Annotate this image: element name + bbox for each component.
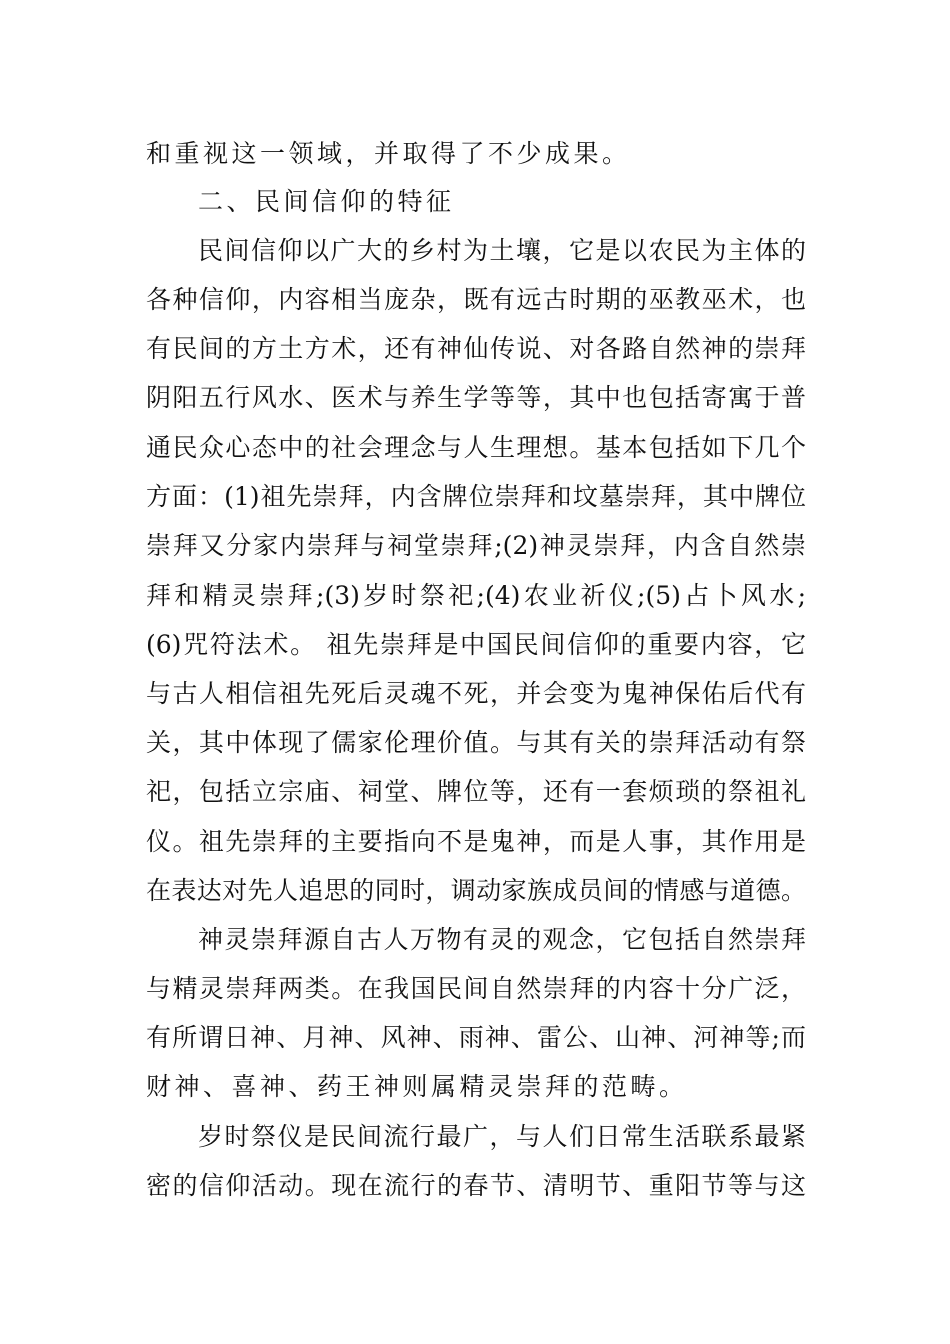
text-line: 阴阳五行风水、医术与养生学等等，其中也包括寄寓于普 bbox=[146, 383, 806, 412]
text-line: 通民众心态中的社会理念与人生理想。基本包括如下几个 bbox=[146, 433, 806, 462]
text-line: 与精灵崇拜两类。在我国民间自然崇拜的内容十分广泛， bbox=[146, 974, 806, 1003]
text-line: 关，其中体现了儒家伦理价值。与其有关的崇拜活动有祭 bbox=[146, 728, 806, 757]
section-heading: 二、民间信仰的特征 bbox=[198, 187, 455, 216]
text-line: 财神、喜神、药王神则属精灵崇拜的范畴。 bbox=[146, 1072, 688, 1101]
text-line: 民间信仰以广大的乡村为土壤，它是以农民为主体的 bbox=[198, 236, 806, 265]
text-line: 方面：(1)祖先崇拜，内含牌位崇拜和坟墓崇拜，其中牌位 bbox=[146, 482, 806, 511]
text-line: 有所谓日神、月神、风神、雨神、雷公、山神、河神等;而 bbox=[146, 1023, 806, 1052]
text-line: 仪。祖先崇拜的主要指向不是鬼神，而是人事，其作用是 bbox=[146, 827, 806, 856]
text-line: 各种信仰，内容相当庞杂，既有远古时期的巫教巫术，也 bbox=[146, 285, 806, 314]
text-line: 与古人相信祖先死后灵魂不死，并会变为鬼神保佑后代有 bbox=[146, 679, 806, 708]
text-line: 祀，包括立宗庙、祠堂、牌位等，还有一套烦琐的祭祖礼 bbox=[146, 777, 806, 806]
text-line: 拜和精灵崇拜;(3)岁时祭祀;(4)农业祈仪;(5)占卜风水; bbox=[146, 581, 806, 610]
text-line: 崇拜又分家内崇拜与祠堂崇拜;(2)神灵崇拜，内含自然崇 bbox=[146, 531, 806, 560]
text-line: 和重视这一领域，并取得了不少成果。 bbox=[146, 139, 631, 168]
text-line: 岁时祭仪是民间流行最广，与人们日常生活联系最紧 bbox=[198, 1122, 806, 1151]
text-line: (6)咒符法术。 祖先崇拜是中国民间信仰的重要内容，它 bbox=[146, 630, 806, 659]
text-line: 有民间的方土方术，还有神仙传说、对各路自然神的崇拜 bbox=[146, 334, 806, 363]
text-line: 密的信仰活动。现在流行的春节、清明节、重阳节等与这 bbox=[146, 1171, 806, 1200]
text-line: 在表达对先人追思的同时，调动家族成员间的情感与道德。 bbox=[146, 876, 806, 905]
text-line: 神灵崇拜源自古人万物有灵的观念，它包括自然崇拜 bbox=[198, 925, 806, 954]
